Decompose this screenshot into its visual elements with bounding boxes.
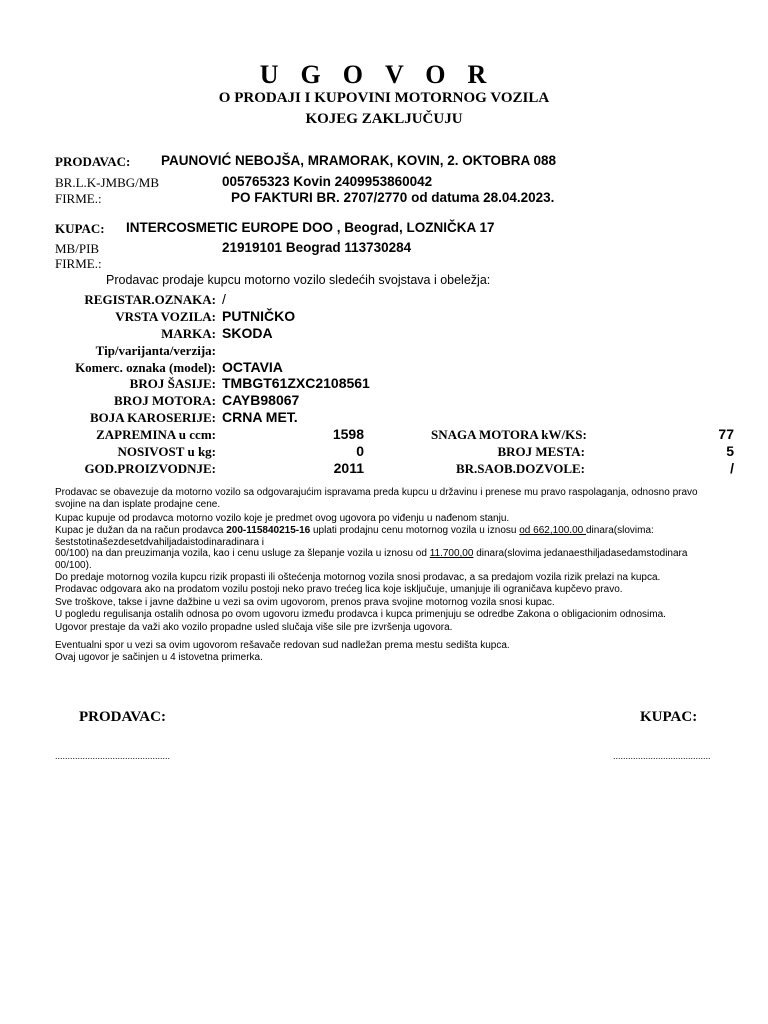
variant-label: Tip/varijanta/verzija:	[95, 343, 216, 358]
model-label: Komerc. oznaka (model):	[75, 360, 216, 375]
document-subtitle: O PRODAJI I KUPOVINI MOTORNOG VOZILA	[218, 90, 550, 106]
seller-id-value: 005765323 Kovin 2409953860042	[222, 174, 433, 189]
payment-text-c: dinara(slovima: šeststotinašezdesetdvahiljadaistodinaradinara i	[55, 525, 654, 548]
term-paragraph-2: Kupac kupuje od prodavca motorno vozilo koje je predmet ovog ugovora po viđenju u nađenom stanju.	[55, 513, 510, 524]
type-value: PUTNIČKO	[222, 308, 296, 324]
term-paragraph-6: Sve troškove, takse i javne dažbine u vezi sa ovim ugovorom, prenos prava svojine motornog vozila snosi kupac.	[55, 597, 555, 608]
term-paragraph-3	[55, 525, 725, 571]
load-label: NOSIVOST u kg:	[117, 444, 216, 459]
brand-label: MARKA:	[161, 326, 216, 341]
power-label: SNAGA MOTORA kW/KS:	[431, 427, 587, 442]
seller-firm-value: PO FAKTURI BR. 2707/2770 od datuma 28.04.2023.	[231, 190, 555, 205]
term-paragraph-8: Ugovor prestaje da važi ako vozilo propadne usled slučaja više sile pre izvršenja ugovora.	[55, 622, 453, 633]
buyer-signature-line: .......................................	[613, 751, 711, 761]
engine-label: BROJ MOTORA:	[114, 393, 216, 408]
seats-label: BROJ MESTA:	[497, 444, 585, 459]
volume-label: ZAPREMINA u ccm:	[96, 427, 216, 442]
buyer-signature-label: KUPAC:	[640, 709, 698, 725]
term-paragraph-4: Do predaje motornog vozila kupcu rizik propasti ili oštećenja motornog vozila snosi prodavac, a sa predajom vozila rizik prelazi na kupca.	[55, 572, 661, 583]
payment-text-e: dinara(slovima jedanaesthiljadasedamstodinara 00/100).	[55, 548, 688, 571]
buyer-name: INTERCOSMETIC EUROPE DOO , Beograd, LOZNIČKA 17	[126, 220, 495, 235]
buyer-firm-label: FIRME.:	[55, 256, 102, 271]
chassis-value: TMBGT61ZXC2108561	[222, 375, 370, 391]
sale-amount: od 662,100.00	[519, 525, 586, 536]
chassis-label: BROJ ŠASIJE:	[129, 376, 216, 391]
year-label: GOD.PROIZVODNJE:	[84, 461, 216, 476]
engine-value: CAYB98067	[222, 392, 300, 408]
payment-text-a: Kupac je dužan da na račun prodavca	[55, 525, 227, 536]
color-label: BOJA KAROSERIJE:	[89, 410, 216, 425]
seller-firm-label: FIRME.:	[55, 191, 102, 206]
seller-label: PRODAVAC:	[55, 154, 131, 169]
seller-account-number: 200-115840215-16	[226, 525, 311, 536]
permit-label: BR.SAOB.DOZVOLE:	[455, 461, 585, 476]
seats-value: 5	[726, 443, 734, 459]
reg-label: REGISTAR.OZNAKA:	[84, 292, 216, 307]
document-title: UGOVOR	[259, 60, 509, 89]
type-label: VRSTA VOZILA:	[115, 309, 216, 324]
reg-value: /	[222, 291, 226, 307]
towing-amount: 11.700,00	[429, 548, 474, 559]
brand-value: SKODA	[222, 325, 273, 341]
seller-id-label: BR.L.K-JMBG/MB	[55, 175, 160, 190]
volume-value: 1598	[332, 426, 364, 442]
color-value: CRNA MET.	[222, 409, 298, 425]
payment-text-d: 00/100) na dan preuzimanja vozila, kao i cenu usluge za šlepanje vozila u iznosu od	[55, 548, 430, 559]
term-paragraph-10: Ovaj ugovor je sačinjen u 4 istovetna primerka.	[55, 652, 263, 663]
seller-signature-label: PRODAVAC:	[79, 709, 166, 725]
term-paragraph-7: U pogledu regulisanja ostalih odnosa po ovom ugovoru između prodavca i kupca primenjuju se odredbe Zakona o obligacionim odnosima.	[55, 609, 666, 620]
power-value: 77	[718, 426, 734, 442]
seller-signature-line: ..............................................	[55, 751, 171, 761]
permit-value: /	[730, 460, 734, 476]
seller-name: PAUNOVIĆ NEBOJŠA, MRAMORAK, KOVIN, 2. OKTOBRA 088	[161, 153, 557, 168]
year-value: 2011	[333, 460, 364, 476]
buyer-id-value: 21919101 Beograd 113730284	[222, 240, 412, 255]
term-paragraph-5: Prodavac odgovara ako na prodatom vozilu postoji neko pravo trećeg lica koje isključuje, umanjuje ili ograničava kupčevo pravo.	[55, 584, 623, 595]
model-value: OCTAVIA	[222, 359, 283, 375]
vehicle-intro: Prodavac prodaje kupcu motorno vozilo sledećih svojstava i obeležja:	[106, 273, 491, 287]
term-paragraph-9: Eventualni spor u vezi sa ovim ugovorom rešavače redovan sud nadležan prema mestu sedišta kupca.	[55, 640, 510, 651]
document-subtitle-parties: KOJEG ZAKLJUČUJU	[305, 111, 463, 127]
buyer-label: KUPAC:	[55, 221, 105, 236]
payment-text-b: uplati prodajnu cenu motornog vozila u iznosu	[310, 525, 520, 536]
term-paragraph-1: Prodavac se obavezuje da motorno vozilo sa odgovarajućim ispravama preda kupcu u državinu i prenese mu pravo raspolaganja, odnosno pravo svojine na dan isplate prodajne cene.	[55, 487, 698, 510]
load-value: 0	[356, 443, 364, 459]
buyer-id-label: MB/PIB	[55, 241, 100, 256]
